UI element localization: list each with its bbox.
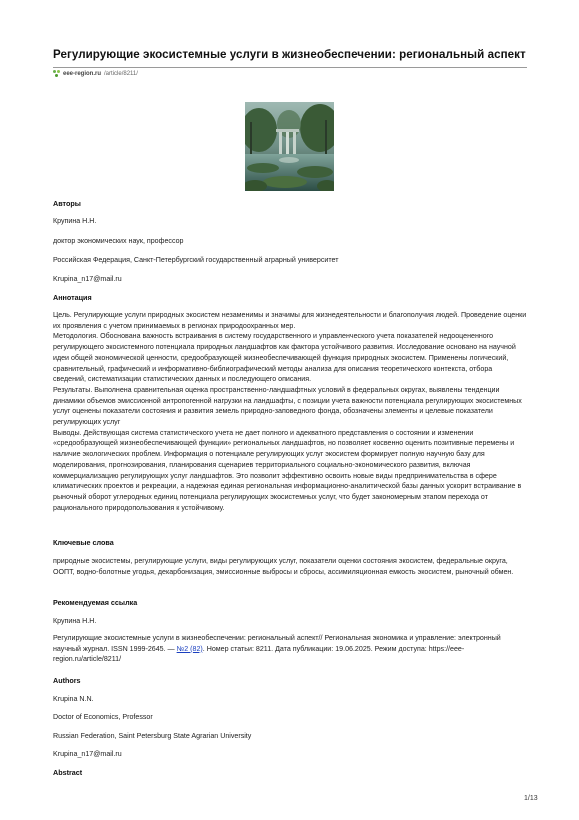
- authors-heading: Авторы: [53, 199, 81, 208]
- citation-body: Регулирующие экосистемные услуги в жизнеобеспечении: региональный аспект// Региональная экономика и управление: электронный научный журнал. ISSN 1999-2645. —: [53, 634, 501, 653]
- author-degree: доктор экономических наук, профессор: [53, 237, 184, 245]
- article-illustration: [245, 102, 334, 191]
- page-title: Регулирующие экосистемные услуги в жизнеобеспечении: региональный аспект: [53, 48, 526, 61]
- author-en-degree: Doctor of Economics, Professor: [53, 713, 153, 721]
- source-domain[interactable]: eee-region.ru: [63, 70, 102, 77]
- site-logo-icon: [53, 70, 60, 77]
- citation-author: Крупина Н.Н.: [53, 617, 97, 625]
- citation-text: [53, 633, 527, 665]
- source-path[interactable]: /article/8211/: [104, 70, 138, 77]
- source-line: [53, 70, 138, 77]
- page-number: 1/13: [524, 795, 538, 802]
- author-en-email: Krupina_n17@mail.ru: [53, 750, 122, 758]
- title-divider: [53, 67, 527, 68]
- author-email: Krupina_n17@mail.ru: [53, 275, 122, 283]
- citation-heading: Рекомендуемая ссылка: [53, 598, 138, 607]
- citation-tail: . Номер статьи: 8211. Дата публикации: 19.06.2025. Режим доступа: https://eee-region.ru/article/8211/: [53, 644, 465, 664]
- authors-en-heading: Authors: [53, 676, 81, 685]
- annotation-conclusions: Выводы. Действующая система статистического учета не дает полного и адекватного представления о состоянии и изменении «средообразующей жизнеобеспечивающей функции» региональных ландшафтов, но позволяет косвенно оценить позитивные перемены и наличие экологических проблем. Информация о потенциале регулирующих услуг экосистем формирует полную научную базу для моделирования, прогнозирования, планирования сценариев территориального социально-экономического развития, включая коммерциализацию регулирующих услуг ландшафтов. Это позволит эффективно освоить новые виды предпринимательства в сфере климатических проектов и рекреации, а надежная единая региональная информационно-аналитической базы данных ускорит встраивание в рыночный оборот углеродных единиц потенциала регулирующих экосистемных услуг, что будет закономерным этапом перехода от рационального природопользования к устойчивому.: [53, 428, 522, 512]
- issue-link[interactable]: №2 (82): [176, 644, 203, 653]
- annotation-results: Результаты. Выполнена сравнительная оценка пространственно-ландшафтных условий в федеральных округах, выявлены тенденции динамики объемов эмиссионной антропогенной нагрузки на ландшафты, с позиции учета важности потенциала регулирующих экосистемных услуг оценены показатели состояния и развития земель природно-заповедного фонда, обозначены элементы и целевые показатели регулирующих услуг: [53, 385, 522, 427]
- author-name: Крупина Н.Н.: [53, 217, 97, 225]
- forest-landscape-image: [245, 102, 334, 191]
- author-en-affiliation: Russian Federation, Saint Petersburg State Agrarian University: [53, 732, 252, 740]
- annotation-methodology: Методология. Обоснована важность встраивания в систему государственного и управленческого учета показателей недооцененного регулирующего экосистемного потенциала природных ландшафтов как фактора устойчивого развития. Исследование основано на научной идеи общей экономической ценности, средообразующей жизнеобеспечивающей функция природных экосистем. Применены логический, сравнительный, графический и информативно-библиографический методы анализа для описания теоретического контекста, отбора сведений, систематизации статистических данных и последующего описания.: [53, 332, 516, 384]
- annotation-heading: Аннотация: [53, 293, 92, 302]
- annotation-text: [53, 310, 527, 513]
- keywords-heading: Ключевые слова: [53, 538, 114, 547]
- author-affiliation: Российская Федерация, Санкт-Петербургский государственный аграрный университет: [53, 256, 339, 264]
- annotation-goal: Цель. Регулирующие услуги природных экосистем незаменимы и значимы для жизнедеятельности и благополучия людей. Проведение оценки их проявления с учетом принимаемых в регионах природоохранных мер.: [53, 311, 527, 330]
- keywords-text: природные экосистемы, регулирующие услуги, виды регулирующих услуг, показатели оценки состояния экосистем, федеральные округа, ООПТ, водно-болотные угодья, декарбонизация, эмиссионные выбросы и сбросы, ассимиляционная емкость экосистем, рыночный обмен.: [53, 557, 514, 576]
- abstract-heading: Abstract: [53, 768, 83, 777]
- author-en-name: Krupina N.N.: [53, 695, 94, 703]
